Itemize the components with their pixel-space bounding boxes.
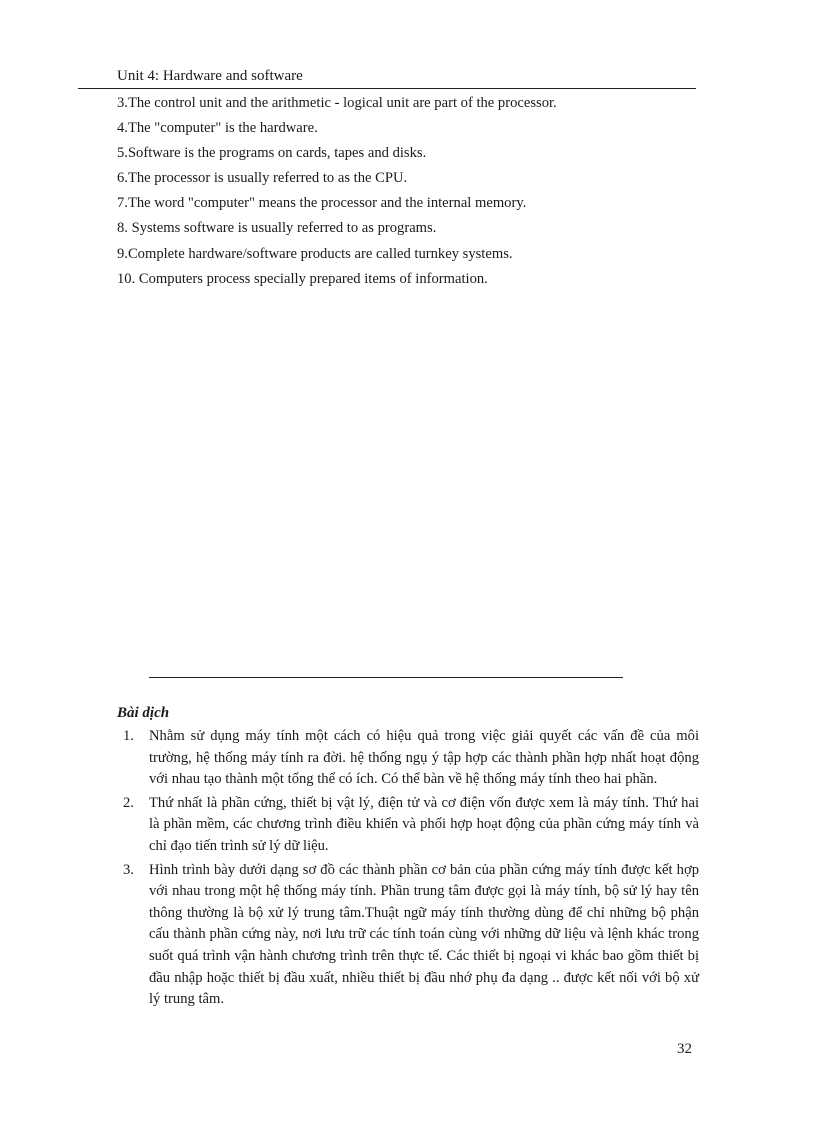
- page-number: 32: [677, 1041, 692, 1057]
- paragraph-text: Nhằm sử dụng máy tính một cách có hiệu quả trong việc giải quyết các vấn đề của môi trường, hệ thống máy tính ra đời. hệ thống ngụ ý tập hợp các thành phần hợp nhất hoạt động với nhau tạo thành một tổng thể có ích. Có thể bàn về hệ thống máy tính theo hai phần.: [149, 728, 699, 788]
- paragraph-text: Hình trình bày dưới dạng sơ đồ các thành phần cơ bản của phần cứng máy tính được kết hợp với nhau trong một hệ thống máy tính. Phần trung tâm được gọi là máy tính, bộ sử lý hay tên thông thường là bộ xử lý trung tâm.Thuật ngữ máy tính thường dùng để chỉ những bộ phận cấu thành phần cứng này, nơi lưu trữ các tính toán cùng với những dữ liệu và lệnh khác trong suốt quá trình vận hành chương trình trên thực tế. Các thiết bị ngoại vi khác bao gồm thiết bị đầu nhập hoặc thiết bị đầu xuất, nhiều thiết bị đầu nhớ phụ đa dạng .. được kết nối với bộ xử lý trung tâm.: [149, 861, 699, 1008]
- translation-list: [117, 726, 699, 1013]
- translation-paragraph: [117, 860, 699, 1011]
- translation-heading: Bài dịch: [117, 705, 170, 721]
- statement-item: 7.The word "computer" means the processor and the internal memory.: [117, 195, 527, 212]
- statement-item: 5.Software is the programs on cards, tapes and disks.: [117, 145, 427, 162]
- statement-item: 4.The "computer" is the hardware.: [117, 120, 318, 137]
- header-divider: [78, 88, 696, 89]
- section-divider: [149, 677, 623, 678]
- statement-item: 6.The processor is usually referred to as the CPU.: [117, 170, 408, 187]
- statement-item: 3.The control unit and the arithmetic - logical unit are part of the processor.: [117, 95, 557, 111]
- statement-list: [117, 94, 557, 295]
- statement-item: 8. Systems software is usually referred to as programs.: [117, 220, 437, 237]
- translation-paragraph: [117, 793, 699, 858]
- paragraph-text: Thứ nhất là phần cứng, thiết bị vật lý, điện tử và cơ điện vốn được xem là máy tính. Thứ hai là phần mềm, các chương trình điều khiển và phối hợp hoạt động của phần cứng máy tính và chỉ đạo tiến trình sử lý dữ liệu.: [149, 794, 699, 854]
- translation-paragraph: [117, 726, 699, 791]
- paragraph-number: 1.: [123, 728, 134, 744]
- paragraph-number: 3.: [123, 861, 134, 878]
- statement-item: 9.Complete hardware/software products are called turnkey systems.: [117, 245, 513, 262]
- paragraph-number: 2.: [123, 794, 134, 811]
- running-header: Unit 4: Hardware and software: [117, 68, 303, 84]
- statement-item: 10. Computers process specially prepared items of information.: [117, 270, 488, 287]
